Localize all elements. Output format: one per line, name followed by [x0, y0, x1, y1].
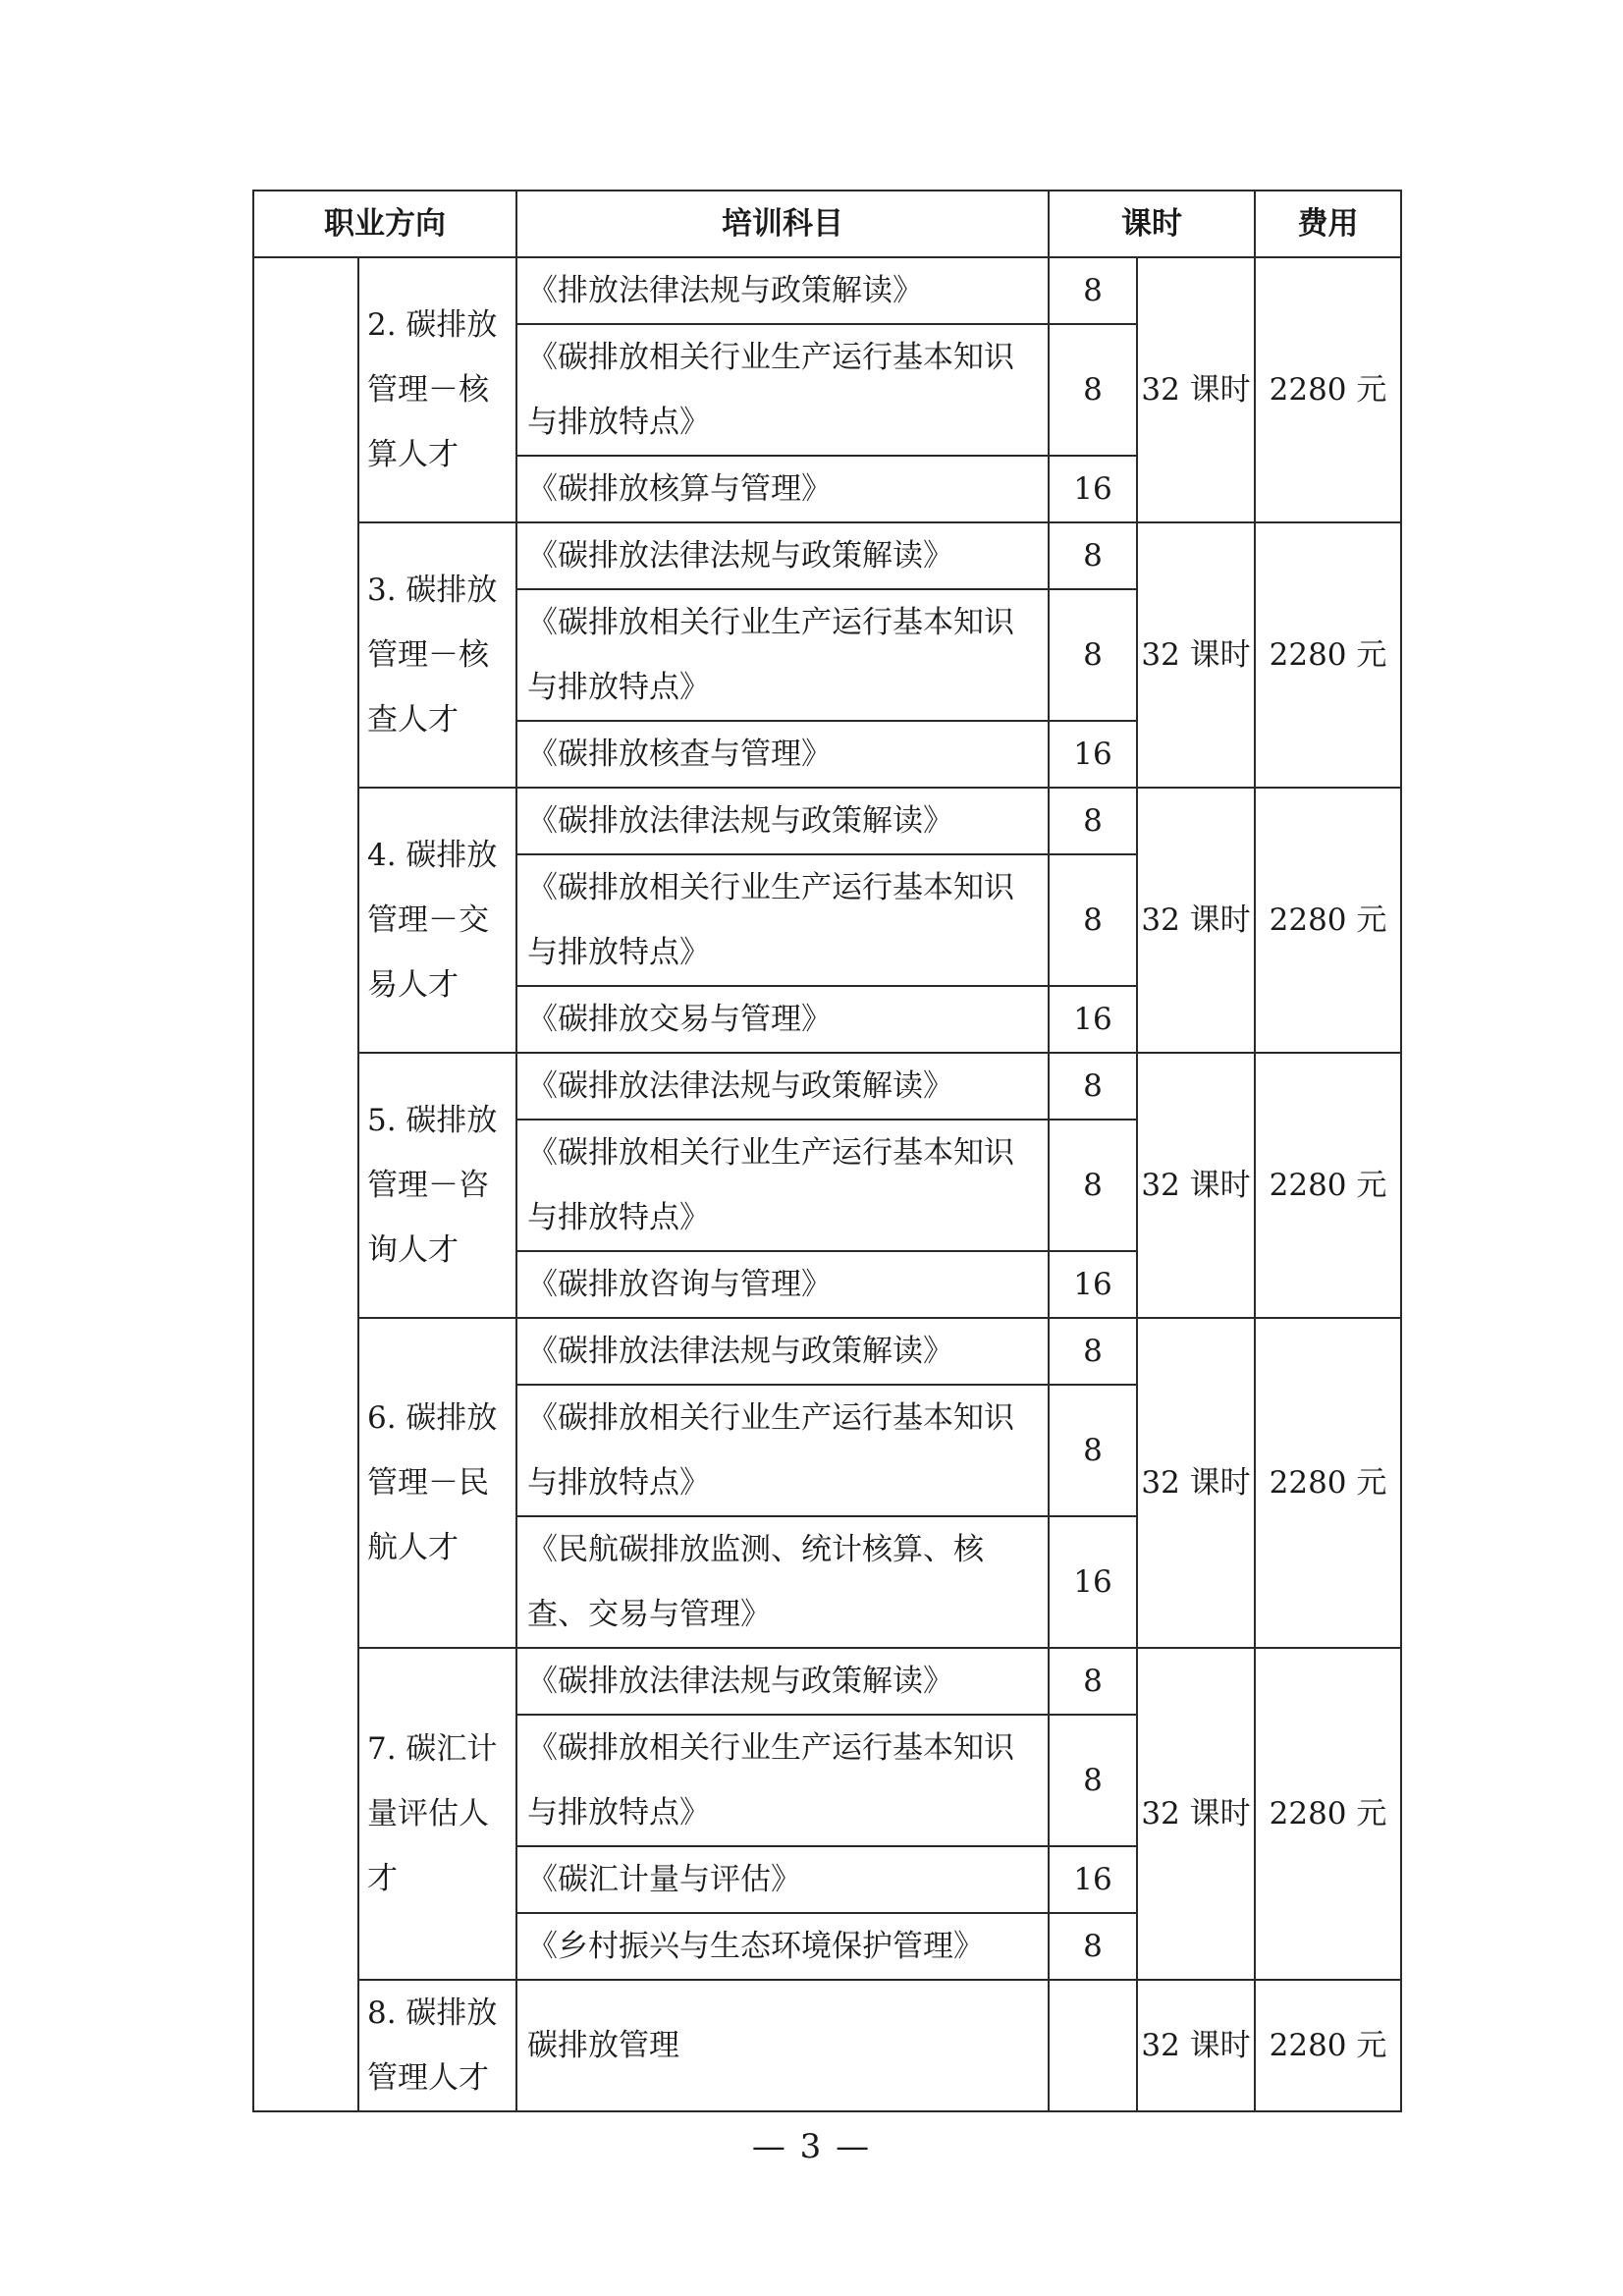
subject-cell: 《民航碳排放监测、统计核算、核查、交易与管理》: [516, 1516, 1049, 1648]
subject-cell: 《碳排放法律法规与政策解读》: [516, 788, 1049, 854]
hours-cell: 8: [1049, 1648, 1137, 1715]
hours-cell: [1049, 1980, 1137, 2111]
fee-cell: 2280 元: [1255, 1648, 1401, 1980]
subject-cell: 《碳排放法律法规与政策解读》: [516, 1053, 1049, 1120]
header-subject: 培训科目: [516, 191, 1049, 257]
direction-cell: 8. 碳排放管理人才: [358, 1980, 516, 2111]
subject-cell: 《碳排放相关行业生产运行基本知识与排放特点》: [516, 1715, 1049, 1846]
header-hours: 课时: [1049, 191, 1255, 257]
subject-cell: 《碳汇计量与评估》: [516, 1846, 1049, 1913]
subject-cell: 《碳排放法律法规与政策解读》: [516, 522, 1049, 589]
table-header-row: [253, 191, 1401, 257]
hours-cell: 8: [1049, 1913, 1137, 1980]
hours-cell: 16: [1049, 1516, 1137, 1648]
fee-cell: 2280 元: [1255, 1053, 1401, 1318]
total-hours-cell: 32 课时: [1137, 1053, 1255, 1318]
subject-cell: 《碳排放咨询与管理》: [516, 1251, 1049, 1318]
direction-cell: 2. 碳排放管理－核算人才: [358, 257, 516, 522]
hours-cell: 16: [1049, 456, 1137, 522]
subject-cell: 《碳排放法律法规与政策解读》: [516, 1318, 1049, 1385]
subject-cell: 《碳排放交易与管理》: [516, 986, 1049, 1053]
hours-cell: 16: [1049, 1251, 1137, 1318]
subject-cell: 《碳排放相关行业生产运行基本知识与排放特点》: [516, 589, 1049, 721]
subject-cell: 《碳排放核算与管理》: [516, 456, 1049, 522]
training-table: [252, 190, 1402, 2112]
table-body: [253, 257, 1401, 2111]
direction-cell: 3. 碳排放管理－核查人才: [358, 522, 516, 788]
hours-cell: 16: [1049, 1846, 1137, 1913]
subject-cell: 碳排放管理: [516, 1980, 1049, 2111]
subject-cell: 《碳排放核查与管理》: [516, 721, 1049, 788]
direction-cell: 6. 碳排放管理－民航人才: [358, 1318, 516, 1648]
subject-cell: 《碳排放相关行业生产运行基本知识与排放特点》: [516, 1385, 1049, 1516]
page-number: — 3 —: [751, 2127, 872, 2166]
fee-cell: 2280 元: [1255, 257, 1401, 522]
table-row: [253, 1648, 1401, 1715]
direction-cell: 7. 碳汇计量评估人才: [358, 1648, 516, 1980]
hours-cell: 8: [1049, 1385, 1137, 1516]
fee-cell: 2280 元: [1255, 522, 1401, 788]
total-hours-cell: 32 课时: [1137, 522, 1255, 788]
hours-cell: 8: [1049, 324, 1137, 456]
total-hours-cell: 32 课时: [1137, 257, 1255, 522]
fee-cell: 2280 元: [1255, 788, 1401, 1053]
hours-cell: 8: [1049, 1318, 1137, 1385]
hours-cell: 16: [1049, 986, 1137, 1053]
fee-cell: 2280 元: [1255, 1980, 1401, 2111]
total-hours-cell: 32 课时: [1137, 1980, 1255, 2111]
hours-cell: 8: [1049, 854, 1137, 986]
subject-cell: 《碳排放相关行业生产运行基本知识与排放特点》: [516, 1120, 1049, 1251]
subject-cell: 《碳排放法律法规与政策解读》: [516, 1648, 1049, 1715]
direction-cell: 4. 碳排放管理－交易人才: [358, 788, 516, 1053]
total-hours-cell: 32 课时: [1137, 1318, 1255, 1648]
hours-cell: 16: [1049, 721, 1137, 788]
table-row: [253, 1318, 1401, 1385]
total-hours-cell: 32 课时: [1137, 1648, 1255, 1980]
subject-cell: 《碳排放相关行业生产运行基本知识与排放特点》: [516, 854, 1049, 986]
table-row: [253, 1053, 1401, 1120]
subject-cell: 《乡村振兴与生态环境保护管理》: [516, 1913, 1049, 1980]
fee-cell: 2280 元: [1255, 1318, 1401, 1648]
table-row: [253, 788, 1401, 854]
hours-cell: 8: [1049, 1715, 1137, 1846]
header-direction: 职业方向: [253, 191, 516, 257]
hours-cell: 8: [1049, 1120, 1137, 1251]
hours-cell: 8: [1049, 522, 1137, 589]
table-row: [253, 522, 1401, 589]
table-row: [253, 1980, 1401, 2111]
subject-cell: 《碳排放相关行业生产运行基本知识与排放特点》: [516, 324, 1049, 456]
hours-cell: 8: [1049, 257, 1137, 324]
hours-cell: 8: [1049, 788, 1137, 854]
table-row: [253, 257, 1401, 324]
header-fee: 费用: [1255, 191, 1401, 257]
outer-category-cell: [253, 257, 358, 2111]
hours-cell: 8: [1049, 589, 1137, 721]
direction-cell: 5. 碳排放管理－咨询人才: [358, 1053, 516, 1318]
subject-cell: 《排放法律法规与政策解读》: [516, 257, 1049, 324]
hours-cell: 8: [1049, 1053, 1137, 1120]
total-hours-cell: 32 课时: [1137, 788, 1255, 1053]
